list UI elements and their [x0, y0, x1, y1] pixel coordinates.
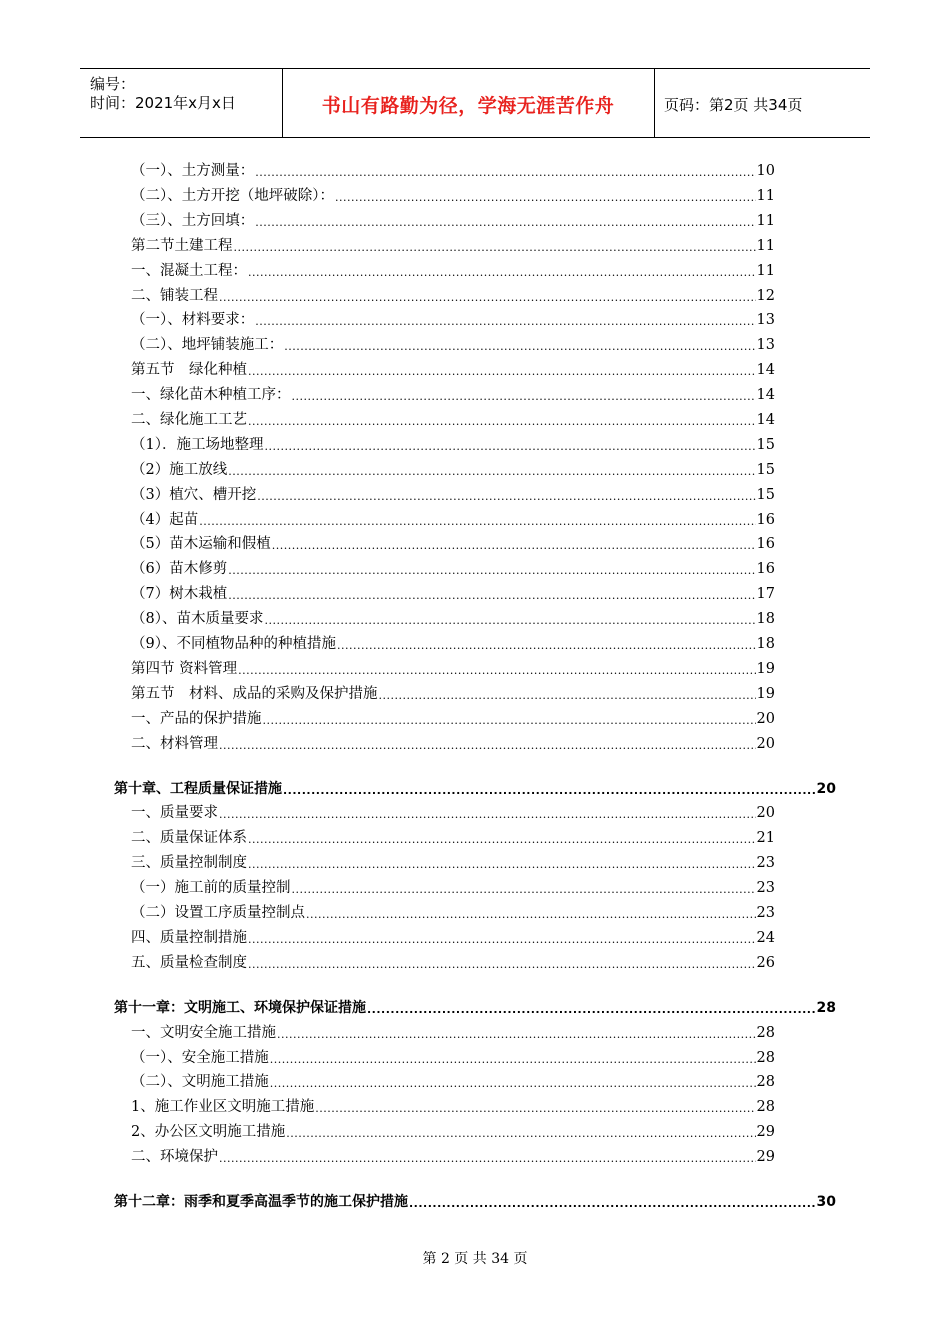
toc-entry-title: 二、质量保证体系 [131, 830, 247, 846]
toc-entry-title: （一）、土方测量： [131, 163, 255, 179]
toc-entry-page: 20 [756, 711, 775, 727]
toc-entry-page: 19 [756, 686, 775, 702]
toc-entry-title: （二）、文明施工措施 [131, 1074, 269, 1090]
toc-leader-dots [248, 832, 756, 848]
toc-entry-page: 10 [756, 163, 775, 179]
toc-leader-dots [228, 563, 755, 579]
toc-entry [131, 335, 775, 355]
toc-entry-page: 16 [756, 536, 775, 552]
toc-entry-page: 23 [756, 855, 775, 871]
toc-entry [131, 286, 775, 306]
toc-entry-page: 23 [756, 880, 775, 896]
toc-leader-dots [199, 514, 755, 530]
toc-entry [131, 609, 775, 629]
toc-entry [131, 903, 775, 923]
toc-entry [131, 684, 775, 704]
toc-entry [131, 803, 775, 823]
toc-entry-page: 23 [756, 905, 775, 921]
toc-chapter-entry [114, 998, 836, 1018]
toc-entry [131, 1122, 775, 1142]
toc-entry-page: 16 [756, 561, 775, 577]
toc-entry-page: 29 [756, 1124, 775, 1140]
toc-entry [131, 1072, 775, 1092]
toc-entry [131, 1023, 775, 1043]
toc-leader-dots [248, 265, 756, 281]
toc-entry-page: 16 [756, 512, 775, 528]
toc-entry-page: 15 [756, 462, 775, 478]
toc-leader-dots [264, 613, 755, 629]
toc-entry [131, 435, 775, 455]
toc-entry [131, 236, 775, 256]
toc-entry-title: （8）、苗木质量要求 [131, 611, 264, 627]
header-page-number: 页码：第2页 共34页 [664, 96, 803, 114]
toc-entry-title: （二）、地坪铺装施工： [131, 337, 284, 353]
toc-entry-page: 28 [756, 1025, 775, 1041]
toc-entry [131, 853, 775, 873]
toc-entry-page: 14 [756, 387, 775, 403]
toc-leader-dots [292, 389, 756, 405]
toc-entry-title: 1、施工作业区文明施工措施 [131, 1099, 315, 1115]
toc-leader-dots [263, 713, 756, 729]
toc-leader-dots [292, 882, 756, 898]
toc-entry-title: 五、质量检查制度 [131, 955, 247, 971]
toc-leader-dots [337, 638, 756, 654]
toc-entry-title: 一、产品的保护措施 [131, 711, 262, 727]
toc-entry-title: 第十二章：雨季和夏季高温季节的施工保护措施 [114, 1194, 408, 1210]
toc-entry-page: 17 [756, 586, 775, 602]
toc-entry-page: 26 [756, 955, 775, 971]
toc-leader-dots [379, 688, 756, 704]
toc-leader-dots [248, 957, 756, 973]
document-date-label: 时间：2021年x月x日 [90, 94, 236, 112]
toc-entry-title: 一、质量要求 [131, 805, 218, 821]
toc-leader-dots [264, 439, 755, 455]
toc-leader-dots [219, 290, 756, 306]
toc-leader-dots [248, 857, 756, 873]
toc-entry [131, 310, 775, 330]
toc-entry-page: 28 [756, 1099, 775, 1115]
toc-entry-title: （一）、材料要求： [131, 312, 255, 328]
header-motto: 书山有路勤为径，学海无涯苦作舟 [321, 95, 615, 117]
toc-entry-title: 二、绿化施工工艺 [131, 412, 247, 428]
toc-entry [131, 559, 775, 579]
toc-leader-dots [238, 663, 755, 679]
toc-entry-title: （6）苗木修剪 [131, 561, 228, 577]
toc-entry-page: 20 [756, 805, 775, 821]
toc-entry-page: 20 [756, 736, 775, 752]
toc-entry-page: 11 [756, 238, 775, 254]
toc-entry-title: 一、绿化苗木种植工序： [131, 387, 291, 403]
toc-entry [131, 261, 775, 281]
toc-leader-dots [284, 339, 755, 355]
toc-entry [131, 1048, 775, 1068]
toc-entry [131, 734, 775, 754]
toc-leader-dots [219, 1151, 756, 1167]
toc-entry-title: 第二节土建工程 [131, 238, 233, 254]
toc-entry-title: 第五节 材料、成品的采购及保护措施 [131, 686, 378, 702]
toc-entry-page: 30 [816, 1194, 836, 1210]
toc-entry-title: 二、环境保护 [131, 1149, 218, 1165]
toc-entry-page: 15 [756, 487, 775, 503]
toc-leader-dots [315, 1101, 755, 1117]
toc-entry-title: （7）树木栽植 [131, 586, 228, 602]
toc-entry-page: 12 [756, 288, 775, 304]
toc-entry-page: 21 [756, 830, 775, 846]
toc-entry [131, 161, 775, 181]
toc-entry [131, 485, 775, 505]
toc-leader-dots [272, 538, 756, 554]
toc-entry-title: （二）、土方开挖（地坪破除）： [131, 188, 334, 204]
toc-entry-title: 二、材料管理 [131, 736, 218, 752]
toc-leader-dots [219, 807, 756, 823]
toc-entry-page: 19 [756, 661, 775, 677]
toc-entry [131, 510, 775, 530]
toc-entry-title: 第四节 资料管理 [131, 661, 238, 677]
page-footer: 第 2 页 共 34 页 [422, 1251, 528, 1267]
toc-leader-dots [283, 783, 816, 799]
toc-entry [131, 534, 775, 554]
toc-entry-page: 11 [756, 213, 775, 229]
toc-leader-dots [367, 1002, 816, 1018]
toc-entry-page: 28 [756, 1074, 775, 1090]
toc-entry [131, 460, 775, 480]
toc-entry-title: （3）植穴、槽开挖 [131, 487, 257, 503]
toc-entry [131, 709, 775, 729]
toc-entry [131, 211, 775, 231]
toc-entry-page: 14 [756, 362, 775, 378]
toc-entry-page: 11 [756, 263, 775, 279]
toc-leader-dots [409, 1196, 816, 1212]
toc-entry-page: 24 [756, 930, 775, 946]
toc-entry [131, 634, 775, 654]
toc-entry-title: （5）苗木运输和假植 [131, 536, 271, 552]
document-number-label: 编号： [90, 75, 136, 93]
toc-leader-dots [270, 1052, 756, 1068]
toc-entry-title: （1）．施工场地整理 [131, 437, 264, 453]
toc-leader-dots [277, 1027, 756, 1043]
toc-entry-page: 28 [756, 1050, 775, 1066]
toc-entry-page: 13 [756, 337, 775, 353]
toc-entry-title: 第五节 绿化种植 [131, 362, 247, 378]
toc-leader-dots [248, 932, 756, 948]
toc-entry-title: 第十章、工程质量保证措施 [114, 781, 282, 797]
toc-entry-title: （一）、安全施工措施 [131, 1050, 269, 1066]
toc-leader-dots [257, 489, 755, 505]
toc-entry-title: （2）施工放线 [131, 462, 228, 478]
toc-entry [131, 928, 775, 948]
toc-leader-dots [255, 215, 755, 231]
toc-entry [131, 385, 775, 405]
toc-entry-title: （一）施工前的质量控制 [131, 880, 291, 896]
toc-entry [131, 1097, 775, 1117]
toc-entry [131, 584, 775, 604]
toc-entry-title: （9）、不同植物品种的种植措施 [131, 636, 336, 652]
toc-leader-dots [248, 364, 756, 380]
toc-entry-page: 15 [756, 437, 775, 453]
toc-leader-dots [219, 738, 756, 754]
toc-entry-title: 2、办公区文明施工措施 [131, 1124, 286, 1140]
toc-entry-title: 四、质量控制措施 [131, 930, 247, 946]
toc-entry-title: 第十一章：文明施工、环境保护保证措施 [114, 1000, 366, 1016]
toc-entry-page: 11 [756, 188, 775, 204]
toc-entry-page: 20 [816, 781, 836, 797]
toc-entry-title: （二）设置工序质量控制点 [131, 905, 305, 921]
toc-entry-title: 一、文明安全施工措施 [131, 1025, 276, 1041]
toc-entry-page: 14 [756, 412, 775, 428]
toc-leader-dots [270, 1076, 756, 1092]
toc-entry-title: 二、铺装工程 [131, 288, 218, 304]
toc-entry-page: 28 [816, 1000, 836, 1016]
toc-entry-page: 18 [756, 636, 775, 652]
toc-leader-dots [286, 1126, 755, 1142]
toc-leader-dots [335, 190, 756, 206]
toc-leader-dots [234, 240, 756, 256]
toc-leader-dots [306, 907, 756, 923]
toc-entry-page: 18 [756, 611, 775, 627]
toc-leader-dots [228, 464, 755, 480]
toc-entry-title: 一、混凝土工程： [131, 263, 247, 279]
toc-leader-dots [228, 588, 755, 604]
toc-leader-dots [248, 414, 756, 430]
toc-chapter-entry [114, 779, 836, 799]
toc-entry-title: （4）起苗 [131, 512, 199, 528]
toc-leader-dots [255, 314, 755, 330]
toc-entry [131, 659, 775, 679]
toc-entry [131, 1147, 775, 1167]
toc-entry-page: 13 [756, 312, 775, 328]
toc-entry [131, 828, 775, 848]
toc-entry-page: 29 [756, 1149, 775, 1165]
toc-entry [131, 360, 775, 380]
toc-entry [131, 410, 775, 430]
toc-entry [131, 953, 775, 973]
toc-entry-title: 三、质量控制制度 [131, 855, 247, 871]
toc-leader-dots [255, 165, 755, 181]
toc-entry-title: （三）、土方回填： [131, 213, 255, 229]
toc-entry [131, 186, 775, 206]
toc-entry [131, 878, 775, 898]
toc-chapter-entry [114, 1192, 836, 1212]
